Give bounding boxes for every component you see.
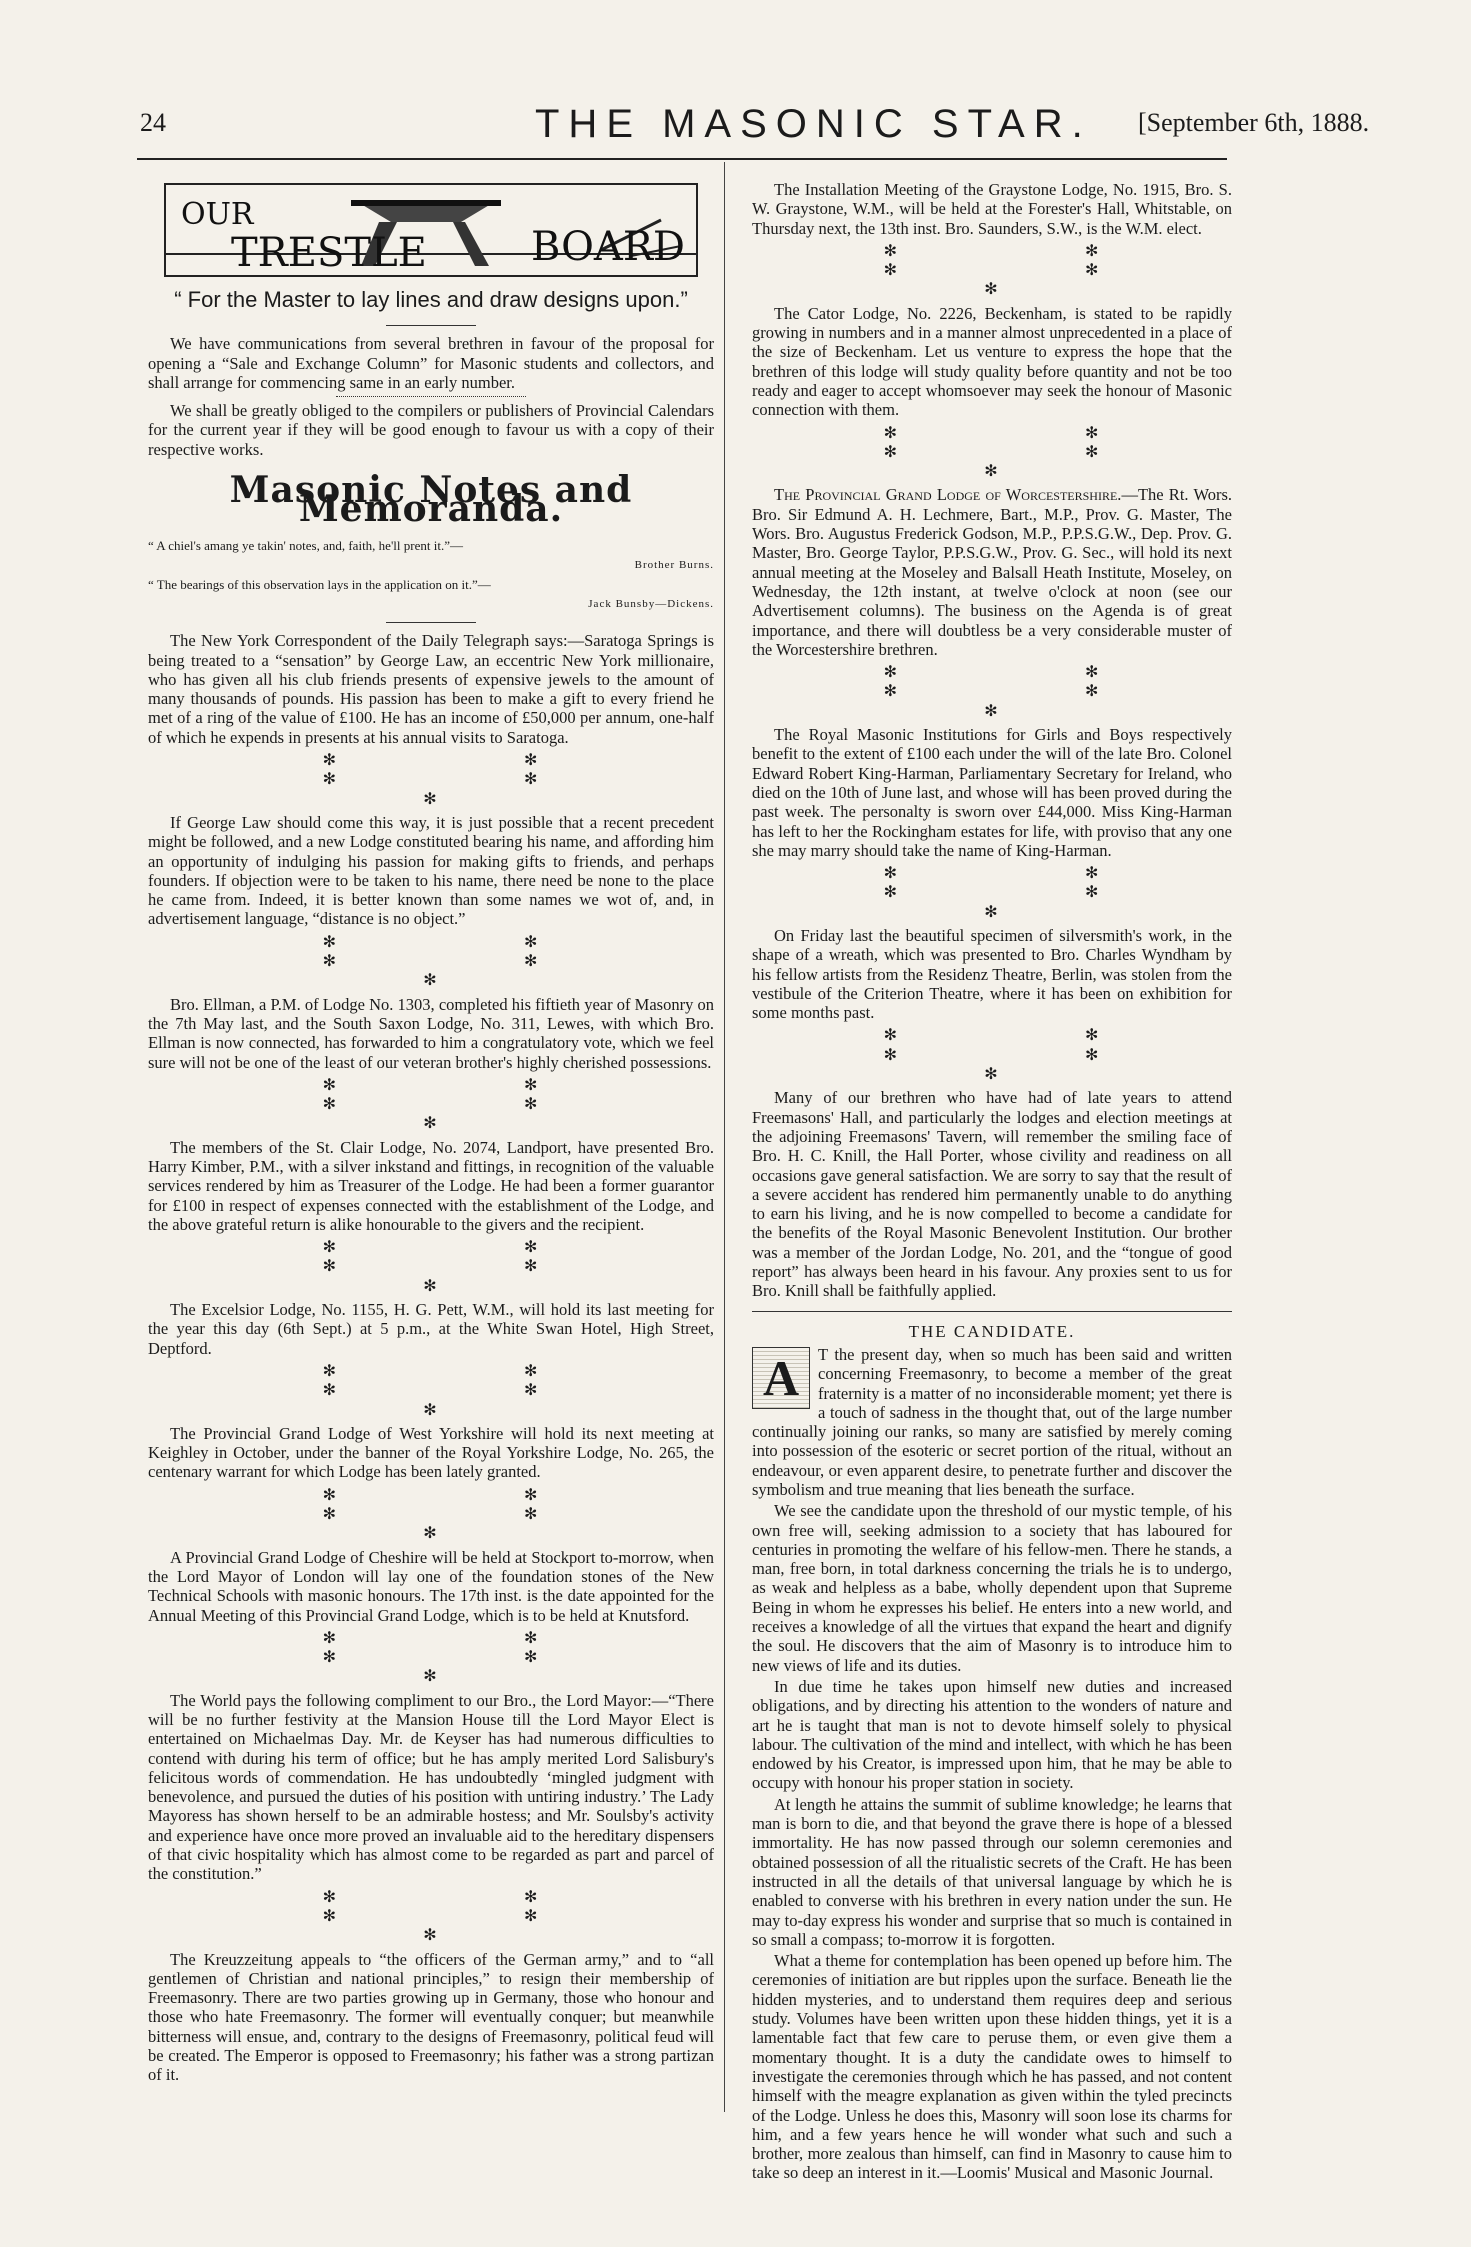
news-item: The Installation Meeting of the Graystone Lodge, No. 1915, Bro. S. W. Graystone, W.M., will be held at the Forester's Hall, Whitstable, on Thursday next, the 13th inst. Bro. Saunders, S.W., is the W.M. elect. bbox=[752, 180, 1232, 238]
section-title: Masonic Notes and Memoranda. bbox=[229, 469, 633, 531]
masthead-title: THE MASONIC STAR. bbox=[535, 102, 1092, 146]
epigraph-quote: “ The bearings of this observation lays in the application on it.”— bbox=[148, 576, 491, 592]
drop-cap-letter: A bbox=[763, 1349, 800, 1406]
svg-text:TRESTLE: TRESTLE bbox=[231, 230, 427, 276]
drop-cap bbox=[752, 1347, 810, 1409]
intro-paragraph: We have communications from several brethren in favour of the proposal for opening a “Sale and Exchange Column” for Masonic students and collectors, and shall arrange for commencing same in an early number. bbox=[148, 334, 714, 392]
article-paragraph: At length he attains the summit of sublime knowledge; he learns that man is born to die, and that beyond the grave there is hope of a blessed immortality. He has now passed through our solemn ceremonies and obtained possession of all the ritualistic secrets of the Craft. He has been instructed in all the details of that universal language by which he is enabled to converse with his brethren in every nation under the sun. He may to-day express his wonder and surprise that so much is contained in so small a compass; to-morrow it is forgotten. bbox=[752, 1794, 1232, 1949]
epigraph-attribution: Brother Burns. bbox=[634, 558, 714, 571]
left-column bbox=[148, 180, 714, 2087]
news-item-body: —The Rt. Wors. Bro. Sir Edmund A. H. Lechmere, Bart., M.P., Prov. G. Master, The Wors. Bro. Augustus Frederick Godson, M.P., P.P.S.G.W., Dep. Prov. G. Master, Bro. George Taylor, P.P.S.G.W., Prov. G. Sec., will hold its next annual meeting at the Moseley and Balsall Heath Institute, Moseley, on Wednesday, the 12th instant, at twelve o'clock at noon (see our Advertisement columns). The business on the Agenda is of great importance, and there will doubtless be a very considerable muster of the Worcestershire brethren. bbox=[752, 485, 1232, 659]
news-item: The World pays the following compliment to our Bro., the Lord Mayor:—“There will be no further festivity at the Mansion House till the Lord Mayor Elect is entertained on Michaelmas Day. Mr. de Keyser has had numerous difficulties to contend with during his term of office; but he has amply merited Lord Salisbury's felicitous words of commendation. He has undoubtedly ‘mingled judgment with benevolence, and pursued the duties of his position with untiring industry.’ The Lady Mayoress has shown herself to be an admirable hostess; and Mr. Soulsby's activity and experience have once more proved an invaluable aid to the hereditary dispensers of that civic hospitality which has almost come to be regarded as part and parcel of the constitution.” bbox=[148, 1690, 714, 1884]
divider bbox=[386, 622, 476, 623]
epigraph-quote: “ A chiel's amang ye takin' notes, and, faith, he'll prent it.”— bbox=[148, 537, 463, 553]
trestle-tagline: “ For the Master to lay lines and draw designs upon.” bbox=[174, 287, 688, 312]
article-paragraph: What a theme for contemplation has been opened up before him. The ceremonies of initiation are but ripples upon the surface. Beneath lie the hidden mysteries, and to understand them requires deep and serious study. Volumes have been written upon these hidden things, yet it is a lamentable fact that few care to peruse them, or even give them a momentary thought. It is a duty the candidate owes to himself to investigate the ceremonies through which he has passed, and not content himself with the meagre explanation as given within the tyled precincts of the Lodge. Unless he does this, Masonry will soon lose its charms for him, and a few years hence he will wonder what such and such a brother, more zealous than himself, can find in Masonry to cause him to take so deep an interest in it.—Loomis' Musical and Masonic Journal. bbox=[752, 1951, 1232, 2183]
asterism-separator: ✻ ✻ ✻ ✻ ✻ bbox=[322, 1239, 630, 1295]
news-item: The Kreuzzeitung appeals to “the officers of the German army,” and to “all gentlemen of Christian and national principles,” to resign their membership of Freemasonry. There are two parties growing up in Germany, those who honour and those who hate Freemasonry. The former will eventually conquer; but meanwhile bitterness will ensue, and, contrary to the designs of Freemasonry, political feud will be created. The Emperor is opposed to Freemasonry; his father was a strong partizan of it. bbox=[148, 1949, 714, 2085]
trestle-board-logo bbox=[161, 180, 701, 280]
news-item: The members of the St. Clair Lodge, No. 2074, Landport, have presented Bro. Harry Kimber, P.M., with a silver inkstand and fittings, in recognition of the valuable services rendered by him as Treasurer of the Lodge. He had been a former guarantor for £100 in respect of expenses connected with the establishment of the Lodge, and the above grateful return is alike honourable to the givers and the recipient. bbox=[148, 1137, 714, 1234]
asterism-separator: ✻ ✻ ✻ ✻ ✻ bbox=[883, 664, 1191, 720]
section-rule bbox=[752, 1311, 1232, 1312]
article-paragraph: T the present day, when so much has been said and written concerning Freemasonry, to become a member of the great fraternity is a matter of no inconsiderable moment; yet there is a touch of sadness in the thought that, out of the large number continually joining our ranks, so many are satisfied by merely coming into possession of the esoteric or secret portion of the ritual, without an endeavour, or even apparent desire, to penetrate further and discover the symbolism and true meaning that lies beneath the surface. bbox=[752, 1344, 1232, 1499]
column-divider bbox=[724, 162, 725, 2112]
asterism-separator: ✻ ✻ ✻ ✻ ✻ bbox=[322, 1629, 630, 1686]
asterism-separator: ✻ ✻ ✻ ✻ ✻ bbox=[322, 1362, 630, 1419]
article-paragraph: In due time he takes upon himself new duties and increased obligations, and by directing his attention to the wonders of nature and art he is taught that man is not to devote himself solely to physical labour. The cultivation of the mind and intellect, with which he has been endowed by his Creator, is impressed upon him, that he may be able to occupy with honour his proper station in society. bbox=[752, 1676, 1232, 1793]
issue-date: [September 6th, 1888. bbox=[1138, 108, 1370, 137]
news-item bbox=[752, 485, 1232, 659]
asterism-separator: ✻ ✻ ✻ ✻ ✻ bbox=[322, 1486, 630, 1543]
news-item: The Cator Lodge, No. 2226, Beckenham, is stated to be rapidly growing in numbers and in a manner almost unprecedented in a place of the size of Beckenham. Let us venture to express the hope that the brethren of this lodge will study quality before quantity and not be too ready and eager to accept whomsoever may seek the honour of Masonic connection with them. bbox=[752, 303, 1232, 420]
asterism-separator: ✻ ✻ ✻ ✻ ✻ bbox=[322, 752, 630, 808]
news-item: On Friday last the beautiful specimen of silversmith's work, in the shape of a wreath, which was presented to Bro. Charles Wyndham by his fellow artists from the Residenz Theatre, Berlin, was stolen from the vestibule of the Criterion Theatre, where it has been on exhibition for some months past. bbox=[752, 925, 1232, 1023]
asterism-separator: ✻ ✻ ✻ ✻ ✻ bbox=[883, 424, 1191, 481]
divider bbox=[386, 325, 476, 326]
article-paragraph: We see the candidate upon the threshold of our mystic temple, of his own free will, seeking admission to a society that has laboured for centuries in promoting the welfare of his fellow-men. There he stands, a man, free born, in total darkness concerning the trials he is to undergo, as weak and helpless as a babe, wholly dependent upon that Supreme Being in whom he expresses his belief. He enters into a new world, and receives a knowledge of all the virtues that expand the heart and dignify the soul. He discovers that the aim of Masonry is to introduce him to new views of life and its duties. bbox=[752, 1501, 1232, 1675]
svg-text:BOARD: BOARD bbox=[531, 224, 686, 270]
asterism-separator: ✻ ✻ ✻ ✻ ✻ bbox=[322, 1076, 630, 1133]
news-item: The New York Correspondent of the Daily Telegraph says:—Saratoga Springs is being treated to a “sensation” by George Law, an eccentric New York millionaire, who has given all his club friends presents of expensive jewels to the amount of many thousands of pounds. His passion has been to make a gift to every friend he met of a ring of the value of £100. He has an income of £50,000 per annum, one-half of which he expends in presents at his annual visits to Saratoga. bbox=[148, 631, 714, 747]
right-column bbox=[752, 180, 1232, 2185]
asterism-separator: ✻ ✻ ✻ ✻ ✻ bbox=[883, 865, 1191, 921]
asterism-separator: ✻ ✻ ✻ ✻ ✻ bbox=[883, 1027, 1191, 1084]
divider bbox=[336, 396, 526, 397]
news-item: If George Law should come this way, it is just possible that a recent precedent might be followed, and a new Lodge constituted bearing his name, and affording him an opportunity of indulging his passion for making gifts to friends, and perhaps founders. If objection were to be taken to his name, there need be none to the place he came from. Indeed, it is better known than some names we wot of, and, in advertisement language, “distance is no object.” bbox=[148, 812, 714, 929]
news-item-lead: The Provincial Grand Lodge of Worcestershire. bbox=[774, 485, 1122, 505]
news-item: Bro. Ellman, a P.M. of Lodge No. 1303, completed his fiftieth year of Masonry on the 7th May last, and the South Saxon Lodge, No. 311, Lewes, with which Bro. Ellman is now connected, has forwarded to him a congratulatory vote, which we feel sure will not be one of the least of our veteran brother's highly cherished possessions. bbox=[148, 994, 714, 1072]
news-item: A Provincial Grand Lodge of Cheshire will be held at Stockport to-morrow, when the Lord Mayor of London will lay one of the foundation stones of the New Technical Schools with masonic honours. The 17th inst. is the date appointed for the Annual Meeting of this Provincial Grand Lodge, which is to be held at Knutsford. bbox=[148, 1547, 714, 1625]
news-item: The Excelsior Lodge, No. 1155, H. G. Pett, W.M., will hold its last meeting for the year this day (6th Sept.) at 5 p.m., at the White Swan Hotel, High Street, Deptford. bbox=[148, 1300, 714, 1358]
news-item: Many of our brethren who have had of late years to attend Freemasons' Hall, and particularly the lodges and election meetings at the adjoining Freemasons' Tavern, will remember the smiling face of Bro. H. C. Knill, the Hall Porter, whose civility and readiness on all occasions gave general satisfaction. We are sorry to say that the result of a severe accident has rendered him permanently unable to do anything to earn his living, and he is now compelled to become a candidate for the benefits of the Royal Masonic Benevolent Institution. Our brother was a member of the Jordan Lodge, No. 201, and the “tongue of good report” has always been heard in his favour. Any proxies sent to us for Bro. Knill shall be faithfully applied. bbox=[752, 1088, 1232, 1301]
article-body bbox=[752, 1345, 1232, 1499]
header-rule bbox=[137, 158, 1227, 160]
page-header bbox=[0, 0, 1471, 170]
page-number: 24 bbox=[140, 108, 166, 137]
epigraph-attribution: Jack Bunsby—Dickens. bbox=[588, 597, 714, 610]
news-item: The Royal Masonic Institutions for Girls and Boys respectively benefit to the extent of £100 each under the will of the late Bro. Colonel Edward Robert King-Harman, Parliamentary Secretary for Ireland, who died on the 10th of June last, and whose will has been proved during the past week. The personalty is sworn over £44,000. Miss King-Harman has left to her the Rockingham estates for life, with proviso that any one she may marry should take the name of King-Harman. bbox=[752, 725, 1232, 860]
asterism-separator: ✻ ✻ ✻ ✻ ✻ bbox=[883, 242, 1191, 299]
article-title: THE CANDIDATE. bbox=[908, 1321, 1076, 1341]
asterism-separator: ✻ ✻ ✻ ✻ ✻ bbox=[322, 1888, 630, 1945]
news-item: The Provincial Grand Lodge of West Yorkshire will hold its next meeting at Keighley in October, under the banner of the Royal Yorkshire Lodge, No. 265, the centenary warrant for which Lodge has been lately granted. bbox=[148, 1423, 714, 1482]
intro-paragraph: We shall be greatly obliged to the compilers or publishers of Provincial Calendars for the current year if they will be good enough to favour us with a copy of their respective works. bbox=[148, 401, 714, 459]
asterism-separator: ✻ ✻ ✻ ✻ ✻ bbox=[322, 933, 630, 990]
svg-text:OUR: OUR bbox=[181, 197, 254, 232]
